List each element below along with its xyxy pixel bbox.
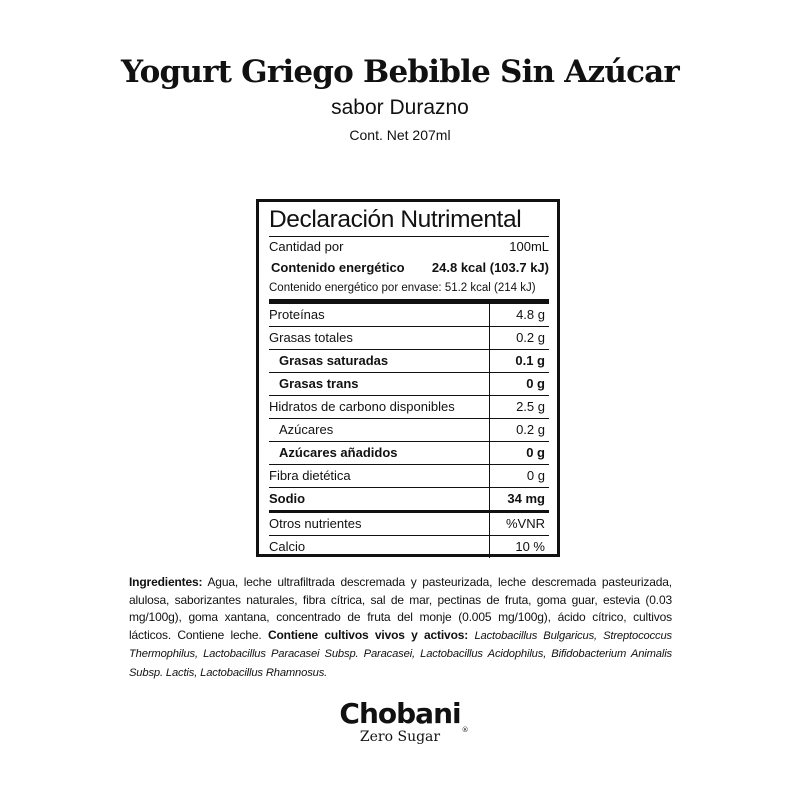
serving-row bbox=[269, 237, 549, 257]
nutrient-label: Grasas saturadas bbox=[279, 353, 389, 368]
energy-label: Contenido energético bbox=[271, 260, 405, 275]
product-flavor: sabor Durazno bbox=[331, 96, 469, 119]
energy-value: 24.8 kcal (103.7 kJ) bbox=[431, 260, 549, 275]
nutrient-row bbox=[269, 304, 549, 327]
nutrient-label: Sodio bbox=[269, 491, 306, 506]
nutrient-row bbox=[269, 513, 549, 536]
nutrient-value: 0 g bbox=[489, 373, 549, 395]
nutrient-label: Otros nutrientes bbox=[269, 516, 362, 531]
nutrient-row bbox=[269, 327, 549, 350]
nutrition-title: Declaración Nutrimental bbox=[269, 205, 549, 237]
nutrient-row bbox=[269, 373, 549, 396]
nutrient-value: 10 % bbox=[489, 536, 549, 558]
energy-row bbox=[269, 257, 549, 279]
nutrient-value: 4.8 g bbox=[489, 304, 549, 326]
nutrient-value: 34 mg bbox=[489, 488, 549, 510]
product-title: Yogurt Griego Bebible Sin Azúcar bbox=[121, 54, 679, 90]
nutrient-value: 0.2 g bbox=[489, 419, 549, 441]
nutrient-value: %VNR bbox=[489, 513, 549, 535]
nutrient-label: Grasas trans bbox=[279, 376, 359, 391]
nutrient-row bbox=[269, 350, 549, 373]
energy-per-pack-row bbox=[269, 279, 549, 304]
nutrient-label: Proteínas bbox=[269, 307, 325, 322]
logo-wordmark: Chobani bbox=[339, 697, 461, 730]
nutrition-facts-panel bbox=[256, 199, 560, 557]
nutrient-row bbox=[269, 465, 549, 488]
nutrient-label: Azúcares añadidos bbox=[279, 445, 398, 460]
nutrient-value: 0 g bbox=[489, 442, 549, 464]
registered-mark: ® bbox=[461, 726, 469, 734]
product-header bbox=[0, 52, 800, 144]
nutrient-value: 2.5 g bbox=[489, 396, 549, 418]
nutrient-value: 0.1 g bbox=[489, 350, 549, 372]
nutrient-row bbox=[269, 442, 549, 465]
nutrient-row bbox=[269, 536, 549, 558]
cultures-heading: Contiene cultivos vivos y activos: bbox=[267, 627, 469, 642]
brand-block bbox=[0, 697, 800, 745]
nutrient-label: Grasas totales bbox=[269, 330, 353, 345]
nutrient-value: 0.2 g bbox=[489, 327, 549, 349]
nutrient-row bbox=[269, 488, 549, 513]
nutrient-label: Calcio bbox=[269, 539, 306, 554]
nutrient-row bbox=[269, 396, 549, 419]
nutrient-row bbox=[269, 419, 549, 442]
chobani-logo bbox=[339, 697, 469, 734]
nutrient-label: Hidratos de carbono disponibles bbox=[269, 399, 455, 414]
nutrient-label: Fibra dietética bbox=[269, 468, 351, 483]
ingredients-heading: Ingredientes: bbox=[129, 575, 203, 589]
nutrient-label: Azúcares bbox=[279, 422, 334, 437]
nutrient-value: 0 g bbox=[489, 465, 549, 487]
energy-per-pack: Contenido energético por envase: 51.2 kcal (214 kJ) bbox=[269, 282, 536, 294]
serving-value: 100mL bbox=[509, 239, 549, 254]
ingredients-text: Agua, leche ultrafiltrada descremada y pasteurizada, leche descremada pasteurizada, alulosa, saborizantes naturales, fibra cítrica, sal de mar, pectinas de fruta, goma guar, estevia (0.03 mg/100g), goma xantana, concentrado de fruta del monje (0.005 mg/100g), ácido cítrico, cultivos lácticos. Contiene leche. bbox=[129, 575, 672, 642]
ingredients-paragraph bbox=[129, 574, 672, 683]
cultures-list: Lactobacillus Bulgaricus, Streptococcus Thermophilus, Lactobacillus Paracasei Subsp. Paracasei, Lactobacillus Acidophilus, Bifidobacterium Animalis Subsp. Lactis, Lactobacillus Rhamnosus. bbox=[129, 629, 673, 679]
serving-label: Cantidad por bbox=[269, 239, 344, 254]
brand-tagline: Zero Sugar bbox=[359, 729, 441, 745]
net-content: Cont. Net 207ml bbox=[349, 127, 451, 143]
